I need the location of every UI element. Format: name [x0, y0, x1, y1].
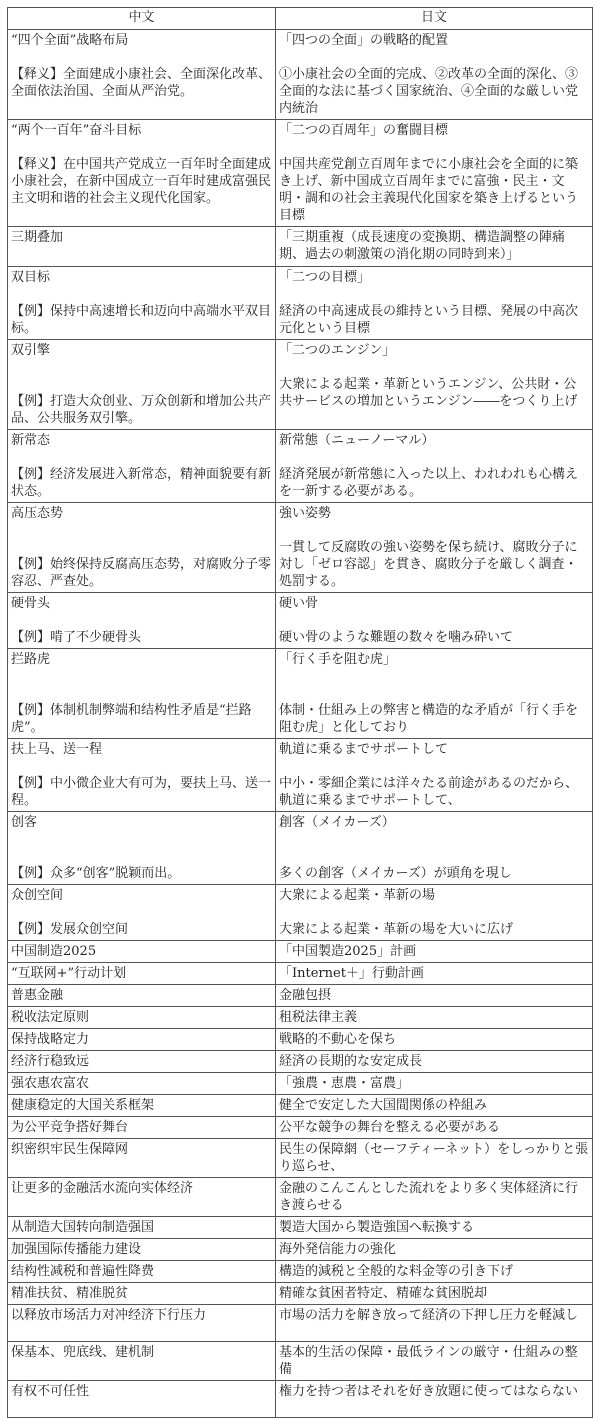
cell-chinese: 健康稳定的大国关系框架 — [8, 1095, 276, 1117]
table-row — [8, 1342, 593, 1381]
table-row — [8, 1381, 593, 1418]
table-row — [8, 120, 593, 227]
table-row — [8, 503, 593, 593]
cell-chinese: 以释放市场活力对冲经济下行压力 — [8, 1305, 276, 1342]
table-row — [8, 30, 593, 120]
table-row — [8, 267, 593, 340]
cell-japanese: 「二つのエンジン」 大衆による起業・革新というエンジン、公共財・公共サービスの増加というエンジン――をつくり上げ — [276, 340, 593, 430]
cell-japanese: 軌道に乗るまでサポートして 中小・零細企業には洋々たる前途があるのだから、軌道に乗るまでサポートして、 — [276, 739, 593, 812]
cell-chinese: 双目标 【例】保持中高速增长和迈向中高端水平双目标。 — [8, 267, 276, 340]
cell-japanese: 新常態（ニューノーマル） 経済発展が新常態に入った以上、われわれも心構えを一新する必要がある。 — [276, 430, 593, 503]
cell-japanese: 租税法律主義 — [276, 1007, 593, 1029]
header-chinese: 中文 — [8, 8, 276, 30]
table-row — [8, 1217, 593, 1239]
cell-japanese: 硬い骨 硬い骨のような難題の数々を噛み砕いて — [276, 593, 593, 649]
cell-japanese: 「三期重複（成長速度の変換期、構造調整の陣痛期、過去の刺激策の消化期の同時到来）」 — [276, 227, 593, 267]
cell-chinese: 为公平竞争搭好舞台 — [8, 1117, 276, 1139]
table-row — [8, 593, 593, 649]
table-row — [8, 1007, 593, 1029]
table-row — [8, 985, 593, 1007]
cell-japanese: 「四つの全面」の戦略的配置 ①小康社会の全面的完成、②改革の全面的深化、③全面的な法に基づく国家統治、④全面的な厳しい党内統治 — [276, 30, 593, 120]
cell-chinese: 精准扶贫、精准脱贫 — [8, 1283, 276, 1305]
glossary-table — [7, 7, 593, 1418]
cell-chinese: 强农惠农富农 — [8, 1073, 276, 1095]
table-row — [8, 1283, 593, 1305]
cell-japanese: 基本的生活の保障・最低ラインの厳守・仕組みの整備 — [276, 1342, 593, 1381]
cell-chinese: 加强国际传播能力建设 — [8, 1239, 276, 1261]
cell-japanese: 創客（メイカーズ） 多くの創客（メイカーズ）が頭角を現し — [276, 812, 593, 885]
table-row — [8, 941, 593, 963]
cell-chinese: 让更多的金融活水流向实体经济 — [8, 1178, 276, 1217]
header-japanese: 日文 — [276, 8, 593, 30]
cell-chinese: 税收法定原则 — [8, 1007, 276, 1029]
table-row — [8, 812, 593, 885]
cell-chinese: 有权不可任性 — [8, 1381, 276, 1418]
table-row — [8, 1178, 593, 1217]
cell-chinese: 高压态势 【例】始终保持反腐高压态势，对腐败分子零容忍、严查处。 — [8, 503, 276, 593]
cell-japanese: 製造大国から製造強国へ転換する — [276, 1217, 593, 1239]
table-row — [8, 963, 593, 985]
table-row — [8, 1239, 593, 1261]
cell-chinese: 众创空间 【例】发展众创空间 — [8, 885, 276, 941]
cell-japanese: 「Internet＋」行動計画 — [276, 963, 593, 985]
cell-chinese: 从制造大国转向制造强国 — [8, 1217, 276, 1239]
cell-chinese: 拦路虎 【例】体制机制弊端和结构性矛盾是“拦路虎”。 — [8, 649, 276, 739]
cell-japanese: 金融のこんこんとした流れをより多く実体経済に行き渡らせる — [276, 1178, 593, 1217]
cell-chinese: 保持战略定力 — [8, 1029, 276, 1051]
cell-chinese: 保基本、兜底线、建机制 — [8, 1342, 276, 1381]
header-row — [8, 8, 593, 30]
table-row — [8, 1095, 593, 1117]
cell-japanese: 大衆による起業・革新の場 大衆による起業・革新の場を大いに広げ — [276, 885, 593, 941]
cell-chinese: 经济行稳致远 — [8, 1051, 276, 1073]
cell-japanese: 「強農・恵農・富農」 — [276, 1073, 593, 1095]
cell-japanese: 「二つの百周年」の奮闘目標 中国共産党創立百周年までに小康社会を全面的に築き上げ、新中国成立百周年までに富強・民主・文明・調和の社会主義現代化国家を築き上げるという目標 — [276, 120, 593, 227]
table-row — [8, 885, 593, 941]
table-row — [8, 1139, 593, 1178]
cell-chinese: 扶上马、送一程 【例】中小微企业大有可为，要扶上马、送一程。 — [8, 739, 276, 812]
table-row — [8, 340, 593, 430]
cell-chinese: 中国制造2025 — [8, 941, 276, 963]
cell-japanese: 金融包摂 — [276, 985, 593, 1007]
cell-japanese: 「中国製造2025」計画 — [276, 941, 593, 963]
table-row — [8, 1305, 593, 1342]
cell-japanese: 権力を持つ者はそれを好き放題に使ってはならない — [276, 1381, 593, 1418]
cell-chinese: 双引擎 【例】打造大众创业、万众创新和增加公共产品、公共服务双引擎。 — [8, 340, 276, 430]
cell-chinese: 织密织牢民生保障网 — [8, 1139, 276, 1178]
cell-japanese: 戦略的不動心を保ち — [276, 1029, 593, 1051]
table-row — [8, 1261, 593, 1283]
cell-chinese: 普惠金融 — [8, 985, 276, 1007]
cell-japanese: 公平な競争の舞台を整える必要がある — [276, 1117, 593, 1139]
cell-chinese: 硬骨头 【例】啃了不少硬骨头 — [8, 593, 276, 649]
cell-japanese: 市場の活力を解き放って経済の下押し圧力を軽減し — [276, 1305, 593, 1342]
cell-japanese: 経済の長期的な安定成長 — [276, 1051, 593, 1073]
cell-chinese: 新常态 【例】经济发展进入新常态，精神面貌要有新状态。 — [8, 430, 276, 503]
cell-chinese: “两个一百年”奋斗目标 【释义】在中国共产党成立一百年时全面建成小康社会，在新中国成立一百年时建成富强民主文明和谐的社会主义现代化国家。 — [8, 120, 276, 227]
table-row — [8, 1051, 593, 1073]
table-row — [8, 1117, 593, 1139]
cell-chinese: “四个全面”战略布局 【释义】全面建成小康社会、全面深化改革、全面依法治国、全面从严治党。 — [8, 30, 276, 120]
table-row — [8, 430, 593, 503]
cell-chinese: 三期叠加 — [8, 227, 276, 267]
cell-japanese: 強い姿勢 一貫して反腐敗の強い姿勢を保ち続け、腐敗分子に対し「ゼロ容認」を貫き、腐敗分子を厳しく調査・処罰する。 — [276, 503, 593, 593]
table-row — [8, 739, 593, 812]
cell-japanese: 健全で安定した大国間関係の枠組み — [276, 1095, 593, 1117]
table-row — [8, 227, 593, 267]
cell-japanese: 「行く手を阻む虎」 体制・仕組み上の弊害と構造的な矛盾が「行く手を阻む虎」と化しており — [276, 649, 593, 739]
cell-chinese: 结构性减税和普遍性降费 — [8, 1261, 276, 1283]
cell-chinese: “互联网+”行动计划 — [8, 963, 276, 985]
cell-japanese: 民生の保障網（セーフティーネット）をしっかりと張り巡らせ、 — [276, 1139, 593, 1178]
cell-japanese: 海外発信能力の強化 — [276, 1239, 593, 1261]
table-row — [8, 649, 593, 739]
cell-japanese: 精確な貧困者特定、精確な貧困脱却 — [276, 1283, 593, 1305]
cell-chinese: 创客 【例】众多“创客”脱颖而出。 — [8, 812, 276, 885]
cell-japanese: 構造的減税と全般的な料金等の引き下げ — [276, 1261, 593, 1283]
cell-japanese: 「二つの目標」 経済の中高速成長の維持という目標、発展の中高次元化という目標 — [276, 267, 593, 340]
table-row — [8, 1073, 593, 1095]
table-row — [8, 1029, 593, 1051]
